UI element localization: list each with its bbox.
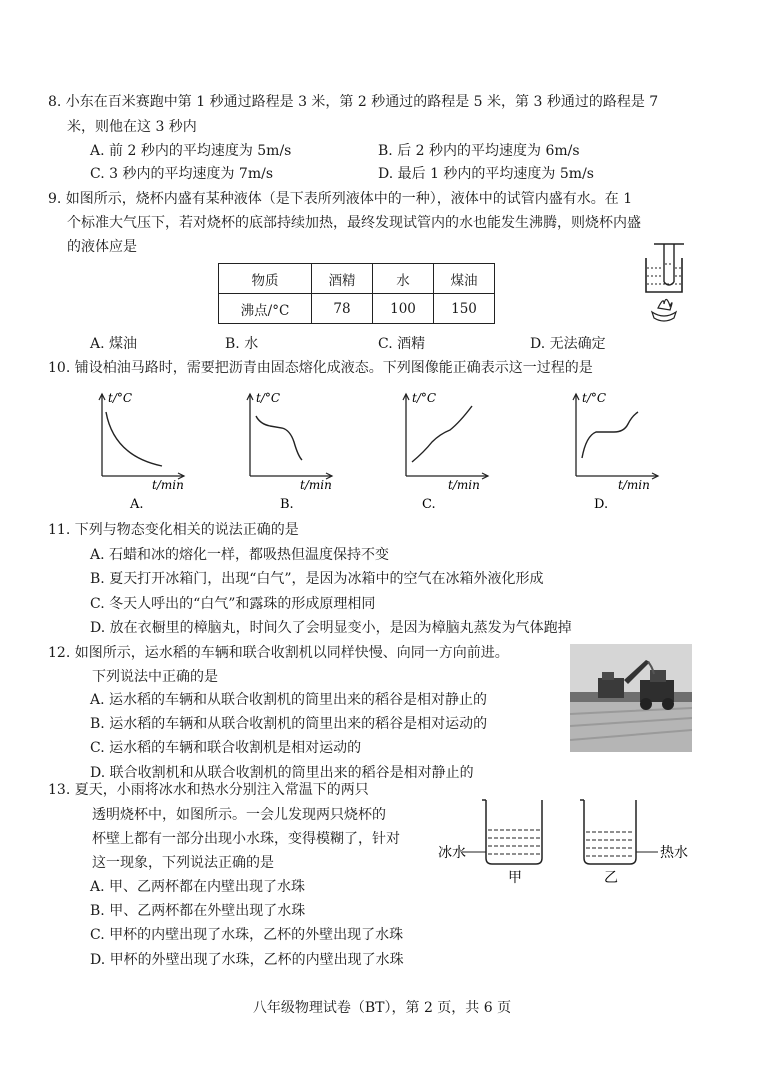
graph-c-label: C.	[422, 497, 436, 512]
hot-water-label: 热水	[660, 845, 688, 861]
q11-option-a: A. 石蜡和冰的熔化一样，都吸热但温度保持不变	[90, 547, 390, 563]
table-row	[219, 264, 495, 294]
q13-stem-line4: 这一现象，下列说法正确的是	[92, 855, 274, 871]
table-cell: 水	[373, 264, 434, 294]
q11-option-d: D. 放在衣橱里的樟脑丸，时间久了会明显变小，是因为樟脑丸蒸发为气体跑掉	[90, 620, 572, 636]
graph-a-yaxis-label: t/°C	[108, 391, 133, 405]
graph-d-label: D.	[594, 497, 609, 512]
table-cell: 150	[434, 294, 495, 324]
table-cell: 物质	[219, 264, 312, 294]
graph-c	[396, 386, 496, 514]
q9-stem-line1: 9. 如图所示，烧杯内盛有某种液体（是下表所列液体中的一种），液体中的试管内盛有水。在 1	[48, 191, 633, 207]
q9-option-c: C. 酒精	[378, 336, 426, 352]
graph-b	[240, 386, 340, 514]
q8-stem-line2: 米，则他在这 3 秒内	[67, 119, 197, 135]
q13-stem-line3: 杯壁上都有一部分出现小水珠，变得模糊了，针对	[92, 831, 400, 847]
q9-option-d: D. 无法确定	[530, 336, 606, 352]
q11-option-c: C. 冬天人呼出的“白气”和露珠的形成原理相同	[90, 596, 376, 612]
q13-stem-line1: 13. 夏天，小雨将冰水和热水分别注入常温下的两只	[48, 782, 369, 798]
q10-stem-line1: 10. 铺设柏油马路时，需要把沥青由固态熔化成液态。下列图像能正确表示这一过程的是	[48, 360, 593, 376]
ice-water-label: 冰水	[438, 845, 466, 861]
graph-b-xaxis-label: t/min	[300, 478, 332, 492]
graph-b-yaxis-label: t/°C	[256, 391, 281, 405]
graph-a-xaxis-label: t/min	[152, 478, 184, 492]
table-cell: 沸点/°C	[219, 294, 312, 324]
table-cell: 酒精	[312, 264, 373, 294]
graph-b-label: B.	[280, 497, 294, 512]
two-beakers-figure	[436, 792, 698, 888]
table-cell: 78	[312, 294, 373, 324]
q9-stem-line2: 个标准大气压下，若对烧杯的底部持续加热，最终发现试管内的水也能发生沸腾，则烧杯内盛	[67, 215, 641, 231]
q13-option-b: B. 甲、乙两杯都在外壁出现了水珠	[90, 903, 306, 919]
q13-option-d: D. 甲杯的外壁出现了水珠，乙杯的内壁出现了水珠	[90, 952, 404, 968]
graph-c-xaxis-label: t/min	[448, 478, 480, 492]
graph-a-label: A.	[130, 497, 144, 512]
q11-option-b: B. 夏天打开冰箱门，出现“白气”，是因为冰箱中的空气在冰箱外液化形成	[90, 571, 544, 587]
graph-d-yaxis-label: t/°C	[582, 391, 607, 405]
graph-a	[92, 386, 192, 514]
q12-stem-line1: 12. 如图所示，运水稻的车辆和联合收割机以同样快慢、向同一方向前进。	[48, 645, 509, 661]
q8-stem-line1: 8. 小东在百米赛跑中第 1 秒通过路程是 3 米，第 2 秒通过的路程是 5 米，第 3 秒通过的路程是 7	[48, 94, 659, 110]
q13-stem-line2: 透明烧杯中，如图所示。一会儿发现两只烧杯的	[92, 807, 386, 823]
q12-option-a: A. 运水稻的车辆和从联合收割机的筒里出来的稻谷是相对静止的	[90, 692, 488, 708]
q9-stem-line3: 的液体应是	[67, 239, 137, 255]
cup-jia-label: 甲	[508, 870, 522, 886]
graph-d-xaxis-label: t/min	[618, 478, 650, 492]
q8-option-c: C. 3 秒内的平均速度为 7m/s	[90, 166, 274, 182]
q12-stem-line2: 下列说法中正确的是	[92, 669, 218, 685]
boiling-point-table	[218, 263, 495, 324]
harvester-photo	[570, 644, 692, 752]
table-cell: 煤油	[434, 264, 495, 294]
q8-option-d: D. 最后 1 秒内的平均速度为 5m/s	[378, 166, 594, 182]
cup-yi-label: 乙	[604, 870, 618, 886]
q12-option-d: D. 联合收割机和从联合收割机的筒里出来的稻谷是相对静止的	[90, 765, 474, 781]
q12-option-b: B. 运水稻的车辆和从联合收割机的筒里出来的稻谷是相对运动的	[90, 716, 488, 732]
graph-c-yaxis-label: t/°C	[412, 391, 437, 405]
q13-option-c: C. 甲杯的内壁出现了水珠，乙杯的外壁出现了水珠	[90, 927, 404, 943]
table-cell: 100	[373, 294, 434, 324]
q9-option-a: A. 煤油	[90, 336, 138, 352]
table-row	[219, 294, 495, 324]
q11-stem-line1: 11. 下列与物态变化相关的说法正确的是	[48, 522, 299, 538]
q8-option-b: B. 后 2 秒内的平均速度为 6m/s	[378, 143, 580, 159]
q13-option-a: A. 甲、乙两杯都在内壁出现了水珠	[90, 879, 306, 895]
beaker-testtube-figure	[636, 238, 692, 328]
q9-option-b: B. 水	[225, 336, 259, 352]
page-footer: 八年级物理试卷（BT），第 2 页，共 6 页	[252, 1000, 512, 1016]
graph-d	[566, 386, 666, 514]
q12-option-c: C. 运水稻的车辆和联合收割机是相对运动的	[90, 740, 362, 756]
q8-option-a: A. 前 2 秒内的平均速度为 5m/s	[90, 143, 292, 159]
